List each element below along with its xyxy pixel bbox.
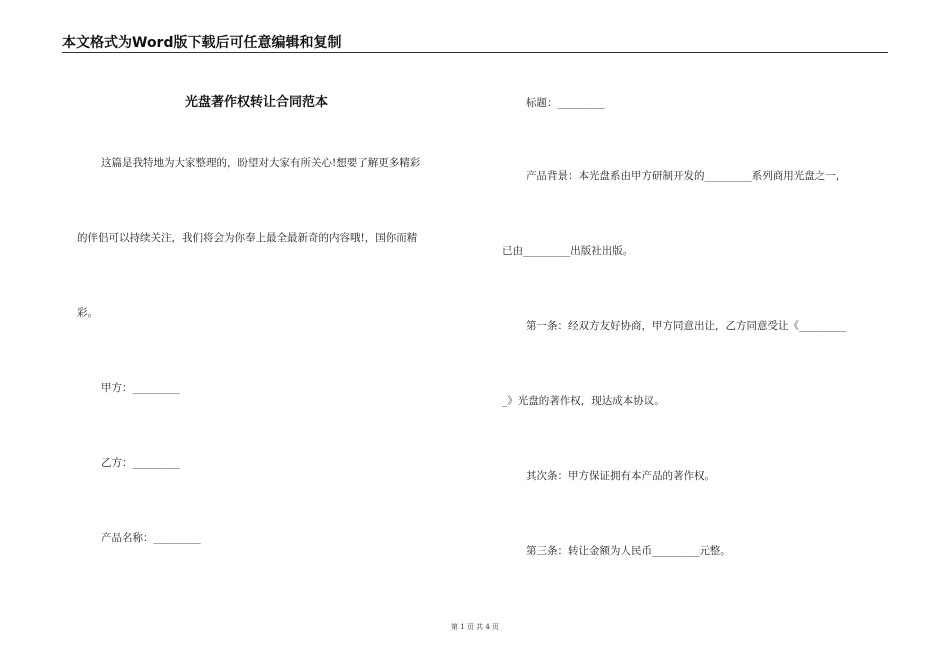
page-number: 第 1 页 共 4 页	[450, 623, 500, 631]
article-3: 第三条：转让金额为人民币_________元整。	[526, 545, 731, 557]
article-1-line-2: _》光盘的著作权，现达成本协议。	[502, 395, 665, 407]
product-name-field: 产品名称：_________	[101, 532, 201, 544]
product-background-line-2: 已由_________出版社出版。	[502, 245, 634, 257]
intro-line-1: 这篇是我特地为大家整理的，盼望对大家有所关心!想要了解更多精彩	[101, 157, 421, 169]
product-background-line-1: 产品背景：本光盘系由甲方研制开发的_________系列商用光盘之一，	[526, 170, 847, 182]
party-a-field: 甲方：_________	[101, 382, 180, 394]
intro-line-3: 彩。	[77, 307, 98, 319]
document-header: 本文格式为Word版下载后可任意编辑和复制	[62, 35, 342, 51]
header-divider	[62, 52, 888, 53]
article-1-line-1: 第一条：经双方友好协商，甲方同意出让，乙方同意受让《_________	[526, 320, 847, 332]
article-2: 其次条：甲方保证拥有本产品的著作权。	[526, 470, 715, 482]
intro-line-2: 的伴侣可以持续关注，我们将会为你奉上最全最新奇的内容哦!，国你而精	[77, 232, 418, 244]
document-title: 光盘著作权转让合同范本	[185, 95, 329, 110]
subject-field: 标题：_________	[526, 97, 605, 109]
party-b-field: 乙方：_________	[101, 457, 180, 469]
